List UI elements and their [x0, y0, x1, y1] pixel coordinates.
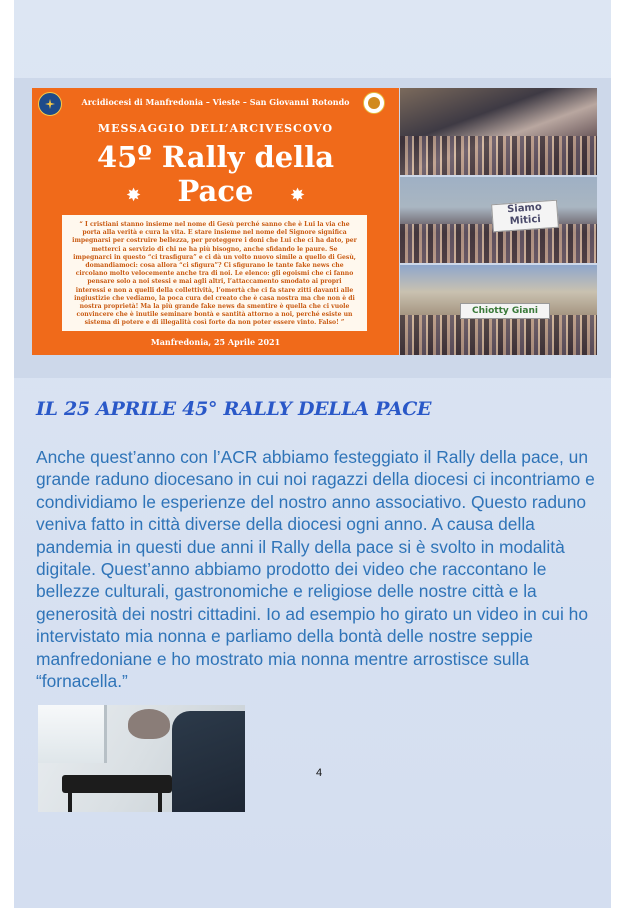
poster-footer: Manfredonia, 25 Aprile 2021	[150, 337, 281, 347]
grill-leg-shape	[68, 791, 72, 812]
article-heading: IL 25 APRILE 45° RALLY DELLA PACE	[36, 398, 432, 420]
poster-title-line2: Pace	[177, 174, 254, 208]
banner-siamo-mitici: Siamo Mitici	[491, 200, 559, 233]
photo-street-banner	[400, 177, 597, 263]
photo-crowd-gym	[400, 88, 597, 175]
flower-left-icon: ✸	[126, 185, 142, 205]
poster-quote: “ I cristiani stanno insieme nel nome di Gesù perché sanno che è Lui la via che porta alla verità e cura la vita. E stare insieme nel nome del Signore significa impegnarsi per costruire bellezza, per proteggere i doni che Lui che ci ha dato, per metterci a servizio di chi ne ha più bisogno, anche sfidando le paure. Se impegnarci in questo “ci trasfigura” e ci dà un volto nuovo simile a quello di Gesù, domandiamoci: cosa allora “ci sfigura”? Ci sfigurano le tante fake news che circolano molto velocemente anche tra di noi. Le elenco: gli egoismi che ci fanno pensare solo a noi stessi e mai agli altri, l’attaccamento smodato ai propri interessi e non a quelli della collettività, l’omertà che ci fa stare zitti davanti alle ingiustizie che vediamo, la poca cura del creato che è casa nostra ma che non è di nostra proprietà! Ma la più grande fake news da smentire è quella che ci vuole convincere che è inutile seminare bontà e santità attorno a noi, perché esiste un sistema di potere e di illegalità così forte da non poter essere vinto. Falso! ”	[62, 215, 367, 331]
window-shape	[38, 705, 107, 763]
person-head-shape	[128, 709, 170, 739]
banner-church: Chiotty Giani	[460, 303, 550, 319]
photo-grandmother-grilling	[38, 705, 245, 812]
photo-church-square	[400, 265, 597, 355]
poster-header	[32, 88, 399, 116]
poster-header-text: Arcidiocesi di Manfredonia – Vieste – San Giovanni Rotondo	[81, 97, 350, 107]
page-number: 4	[316, 767, 323, 779]
crowd-pattern	[400, 315, 597, 356]
flower-right-icon: ✸	[290, 185, 306, 205]
fornacella-grill-shape	[62, 775, 172, 793]
person-shape	[172, 711, 245, 812]
crowd-pattern	[400, 136, 597, 175]
poster-title-line1: 45º Rally della	[96, 140, 335, 174]
rally-poster	[32, 88, 399, 355]
poster-title	[32, 140, 399, 208]
poster-subtitle: MESSAGGIO DELL’ARCIVESCOVO	[97, 122, 334, 135]
grill-leg-shape	[158, 791, 162, 812]
acr-logo-icon	[363, 92, 385, 114]
article-body: Anche quest’anno con l’ACR abbiamo festeggiato il Rally della pace, un grande raduno diocesano in cui noi ragazzi della diocesi ci incontriamo e condividiamo le esperienze del nostro anno associativo. Questo raduno veniva fatto in città diverse della diocesi ogni anno. A causa della pandemia in questi due anni il Rally della pace si è svolto in modalità digitale. Quest’anno abbiamo prodotto dei video che raccontano le bellezze culturali, gastronomiche e religiose delle nostre città e la generosità dei nostri cittadini. Io ad esempio ho girato un video in cui ho intervistato mia nonna e parliamo della bontà delle nostre seppie manfredoniane e ho mostrato mia nonna mentre arrostisce sulla “fornacella.”	[36, 447, 595, 692]
